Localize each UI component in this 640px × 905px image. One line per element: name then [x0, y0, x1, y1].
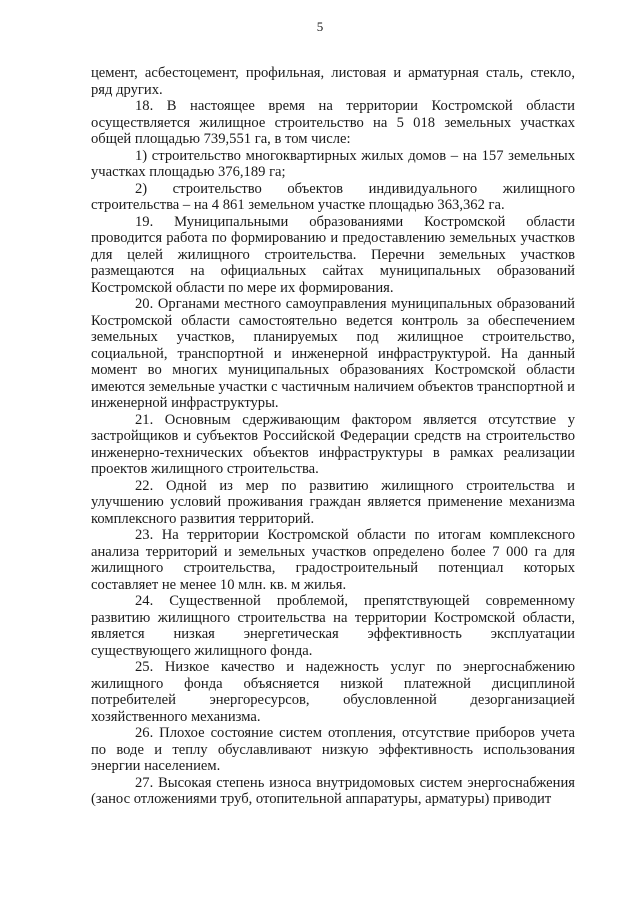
- paragraph-21: 21. Основным сдерживающим фактором является отсутствие у застройщиков и субъектов Российской Федерации средств на строительство инженерно-технических объектов инфраструктуры в рамках реализации проектов жилищного строительства.: [91, 411, 575, 477]
- paragraph-20: 20. Органами местного самоуправления муниципальных образований Костромской области самостоятельно ведется контроль за обеспечением земельных участков, планируемых под жилищное строительство, социальной, транспортной и инженерной инфраструктурой. На данный момент во многих муниципальных образованиях Костромской области имеются земельные участки с частичным наличием объектов транспортной и инженерной инфраструктуры.: [91, 296, 575, 411]
- paragraph-continuation: цемент, асбестоцемент, профильная, листовая и арматурная сталь, стекло, ряд других.: [91, 65, 575, 98]
- paragraph-18-item-2: 2) строительство объектов индивидуального жилищного строительства – на 4 861 земельном участке площадью 363,362 га.: [91, 180, 575, 213]
- paragraph-26: 26. Плохое состояние систем отопления, отсутствие приборов учета по воде и теплу обуславливают низкую эффективность использования энергии населением.: [91, 725, 575, 774]
- paragraph-27: 27. Высокая степень износа внутридомовых систем энергоснабжения (занос отложениями труб, отопительной аппаратуры, арматуры) приводит: [91, 774, 575, 807]
- page-number: 5: [316, 19, 324, 34]
- paragraph-25: 25. Низкое качество и надежность услуг по энергоснабжению жилищного фонда объясняется низкой платежной дисциплиной потребителей энергоресурсов, обусловленной дезорганизацией хозяйственного механизма.: [91, 659, 575, 725]
- paragraph-19: 19. Муниципальными образованиями Костромской области проводится работа по формированию и предоставлению земельных участков для целей жилищного строительства. Перечни земельных участков размещаются на официальных сайтах муниципальных образований Костромской области по мере их формирования.: [91, 213, 575, 296]
- paragraph-24: 24. Существенной проблемой, препятствующей современному развитию жилищного строительства на территории Костромской области, является низкая энергетическая эффективность эксплуатации существующего жилищного фонда.: [91, 593, 575, 659]
- paragraph-23: 23. На территории Костромской области по итогам комплексного анализа территорий и земельных участков определено более 7 000 га для жилищного строительства, градостроительный потенциал которых составляет не менее 10 млн. кв. м жилья.: [91, 527, 575, 593]
- paragraph-18: 18. В настоящее время на территории Костромской области осуществляется жилищное строительство на 5 018 земельных участках общей площадью 739,551 га, в том числе:: [91, 98, 575, 147]
- body-text: [91, 65, 575, 905]
- paragraph-18-item-1: 1) строительство многоквартирных жилых домов – на 157 земельных участках площадью 376,189 га;: [91, 147, 575, 180]
- paragraph-22: 22. Одной из мер по развитию жилищного строительства и улучшению условий проживания граждан является применение механизма комплексного развития территорий.: [91, 477, 575, 527]
